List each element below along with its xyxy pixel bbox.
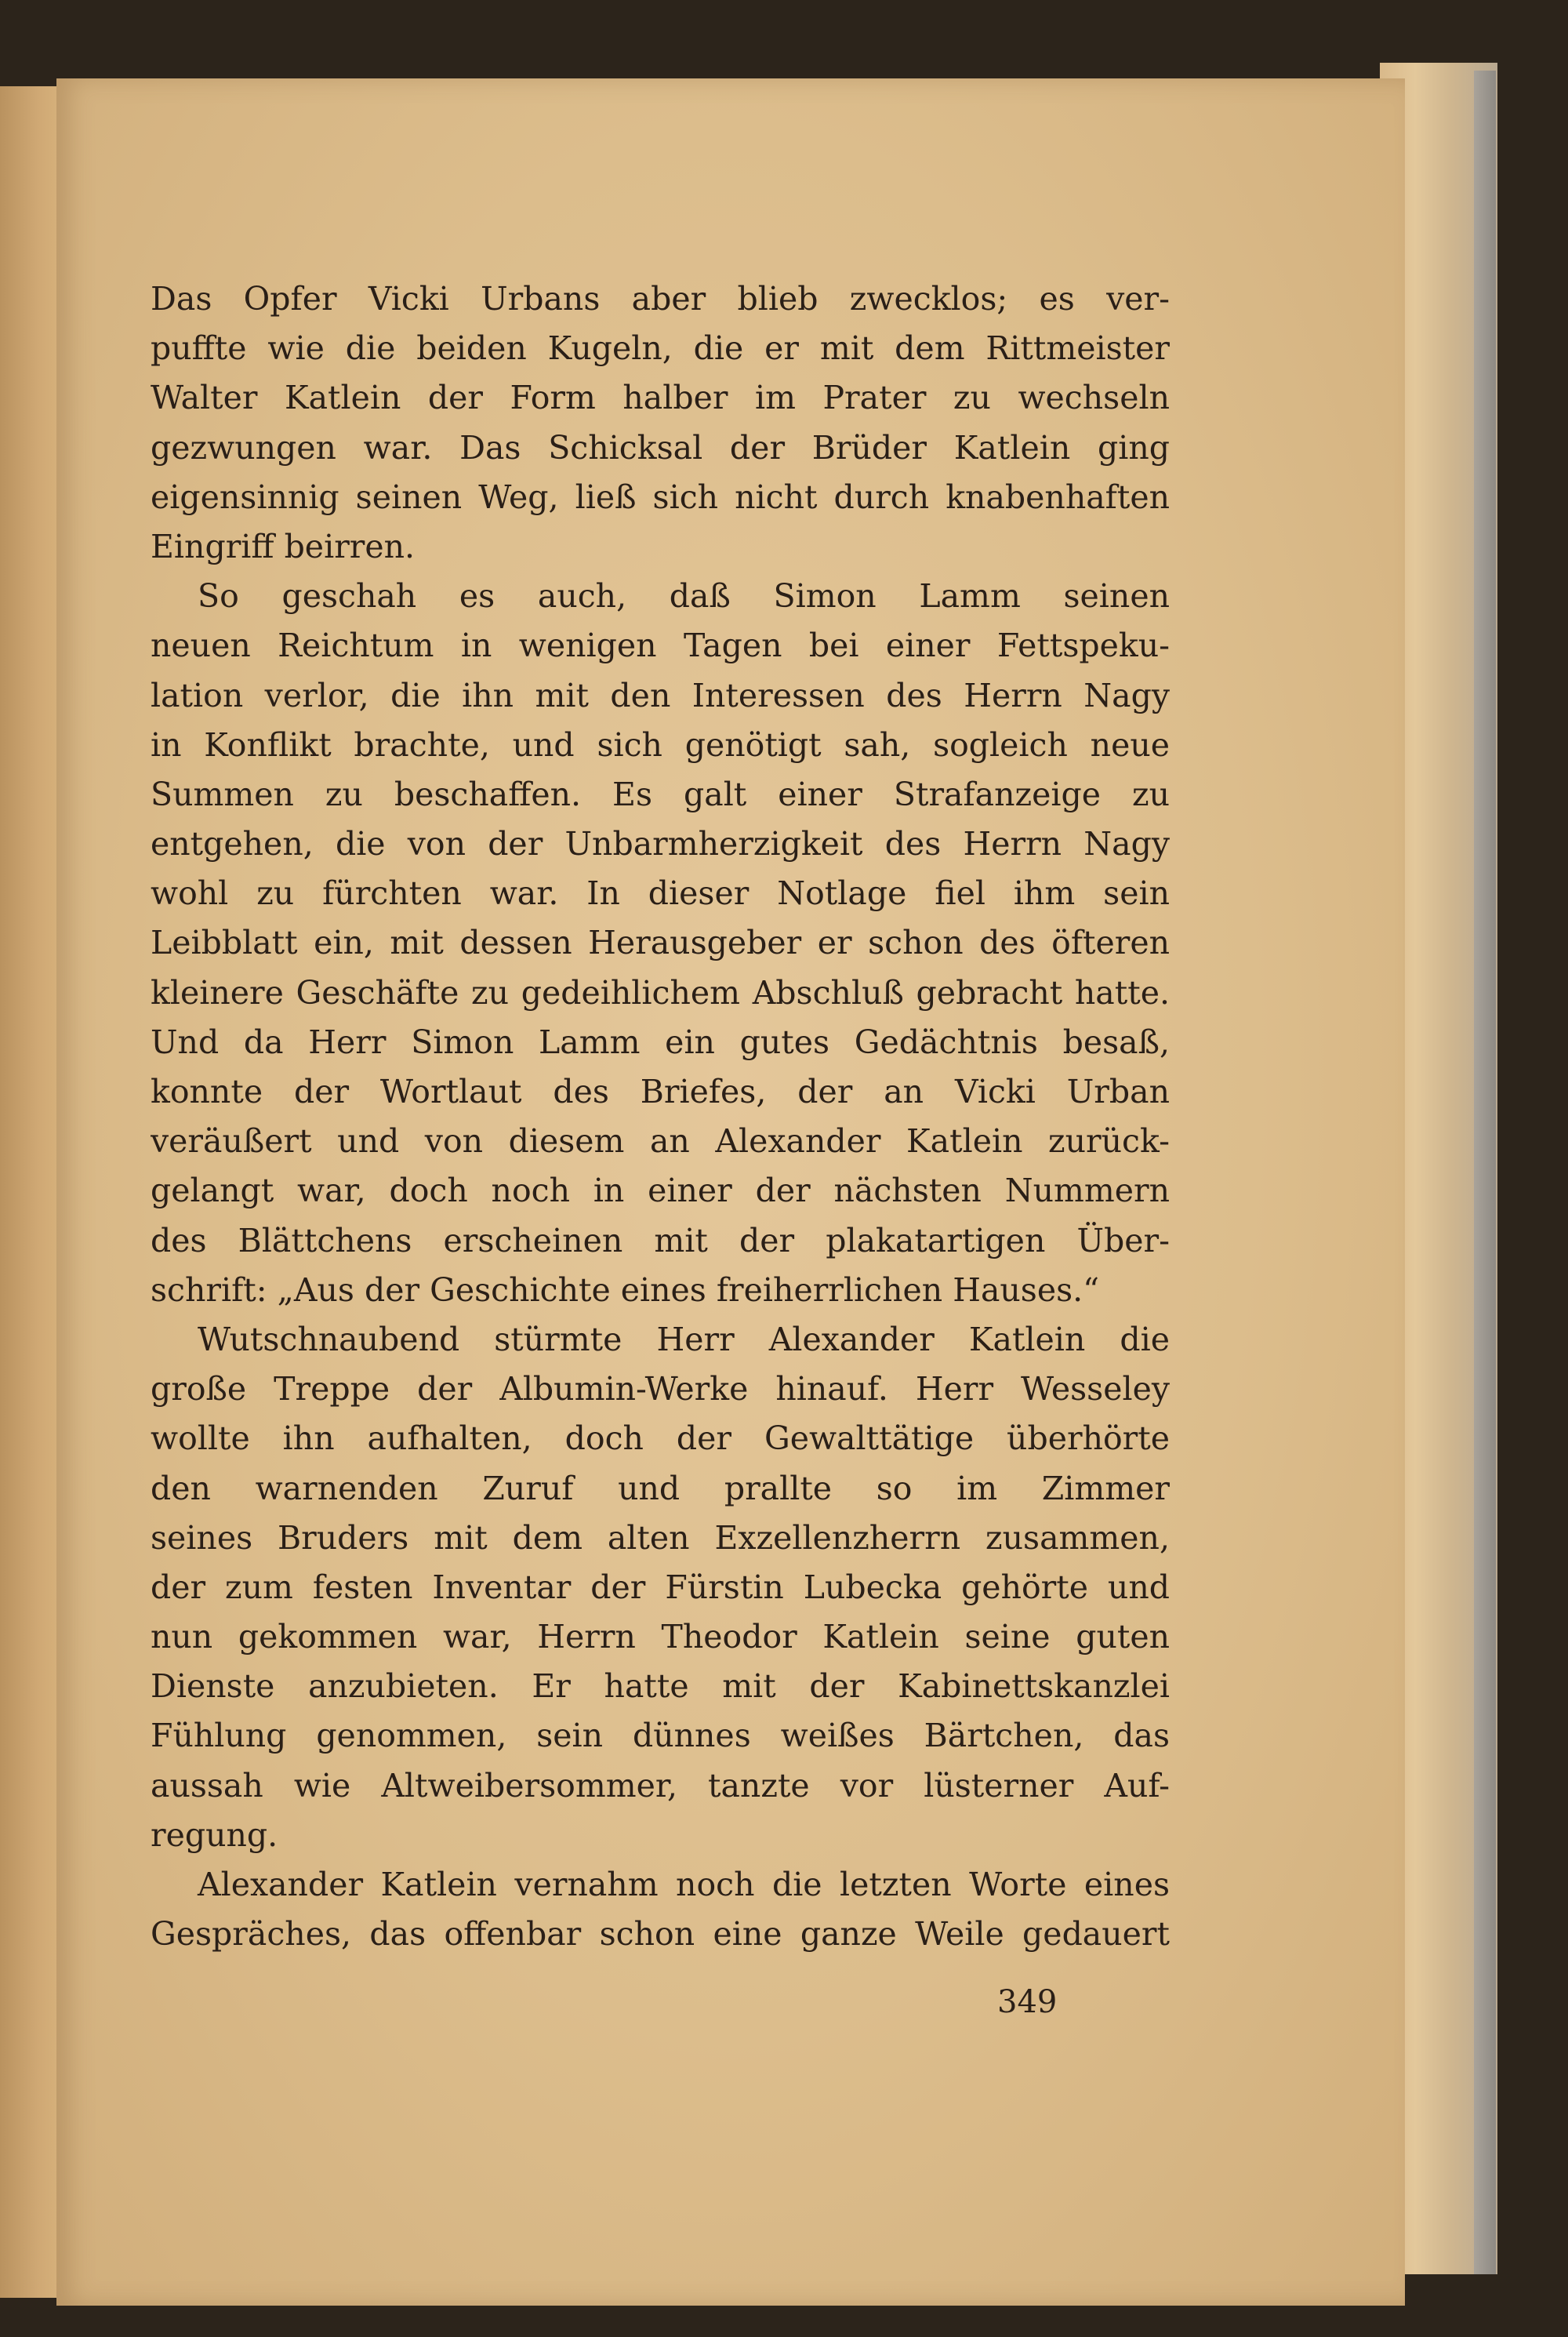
text-line: gelangt war, doch noch in einer der nächsten Nummern	[151, 1172, 1170, 1210]
text-line: lation verlor, die ihn mit den Interessen des Herrn Nagy	[151, 676, 1170, 714]
text-line: Fühlung genommen, sein dünnes weißes Bärtchen, das	[151, 1717, 1170, 1755]
text-line: aussah wie Altweibersommer, tanzte vor lüsterner Auf-	[151, 1766, 1170, 1805]
text-line: entgehen, die von der Unbarmherzigkeit des Herrn Nagy	[151, 825, 1170, 863]
text-line: Wutschnaubend stürmte Herr Alexander Katlein die	[198, 1320, 1170, 1358]
facing-page-edge	[0, 86, 63, 2298]
text-line: nun gekommen war, Herrn Theodor Katlein seine guten	[151, 1618, 1170, 1656]
text-line: wollte ihn aufhalten, doch der Gewalttätige überhörte	[151, 1419, 1170, 1458]
text-line: seines Bruders mit dem alten Exzellenzherrn zusammen,	[151, 1518, 1170, 1557]
text-line: neuen Reichtum in wenigen Tagen bei einer Fettspeku-	[151, 627, 1170, 665]
text-line: veräußert und von diesem an Alexander Katlein zurück-	[151, 1122, 1170, 1161]
text-line: Gespräches, das offenbar schon eine ganze Weile gedauert	[151, 1915, 1170, 1954]
text-line: Leibblatt ein, mit dessen Herausgeber er schon des öfteren	[151, 924, 1170, 962]
text-line: des Blättchens erscheinen mit der plakatartigen Über-	[151, 1221, 1170, 1259]
text-line: Dienste anzubieten. Er hatte mit der Kabinettskanzlei	[151, 1667, 1170, 1706]
text-line: Walter Katlein der Form halber im Prater zu wechseln	[151, 379, 1170, 417]
text-line: Summen zu beschaffen. Es galt einer Strafanzeige zu	[151, 775, 1170, 813]
body-text	[151, 274, 1170, 1959]
text-line: wohl zu fürchten war. In dieser Notlage fiel ihm sein	[151, 874, 1170, 913]
text-line: Alexander Katlein vernahm noch die letzten Worte eines	[198, 1866, 1170, 1903]
text-line: konnte der Wortlaut des Briefes, der an Vicki Urban	[151, 1073, 1170, 1110]
text-line: Das Opfer Vicki Urbans aber blieb zwecklos; es ver-	[151, 280, 1170, 318]
text-line: der zum festen Inventar der Fürstin Lubecka gehörte und	[151, 1568, 1170, 1606]
text-line: kleinere Geschäfte zu gedeihlichem Abschluß gebracht hatte.	[151, 973, 1170, 1012]
book-page	[56, 78, 1405, 2306]
text-line: in Konflikt brachte, und sich genötigt sah, sogleich neue	[151, 725, 1170, 764]
text-line: den warnenden Zuruf und prallte so im Zimmer	[151, 1469, 1170, 1507]
text-line: So geschah es auch, daß Simon Lamm seinen	[198, 577, 1170, 616]
text-line: schrift: „Aus der Geschichte eines freiherrlichen Hauses.“	[151, 1270, 1100, 1309]
text-line: Und da Herr Simon Lamm ein gutes Gedächtnis besaß,	[151, 1023, 1170, 1061]
text-line: gezwungen war. Das Schicksal der Brüder Katlein ging	[151, 428, 1170, 467]
text-line: eigensinnig seinen Weg, ließ sich nicht durch knabenhaften	[151, 478, 1170, 516]
text-line: regung.	[151, 1815, 278, 1854]
text-line: Eingriff beirren.	[151, 527, 416, 565]
book-cover-edge	[1474, 71, 1496, 2274]
page-number: 349	[997, 1984, 1058, 2020]
text-line: große Treppe der Albumin-Werke hinauf. Herr Wesseley	[151, 1370, 1170, 1408]
text-line: puffte wie die beiden Kugeln, die er mit dem Rittmeister	[151, 329, 1170, 368]
